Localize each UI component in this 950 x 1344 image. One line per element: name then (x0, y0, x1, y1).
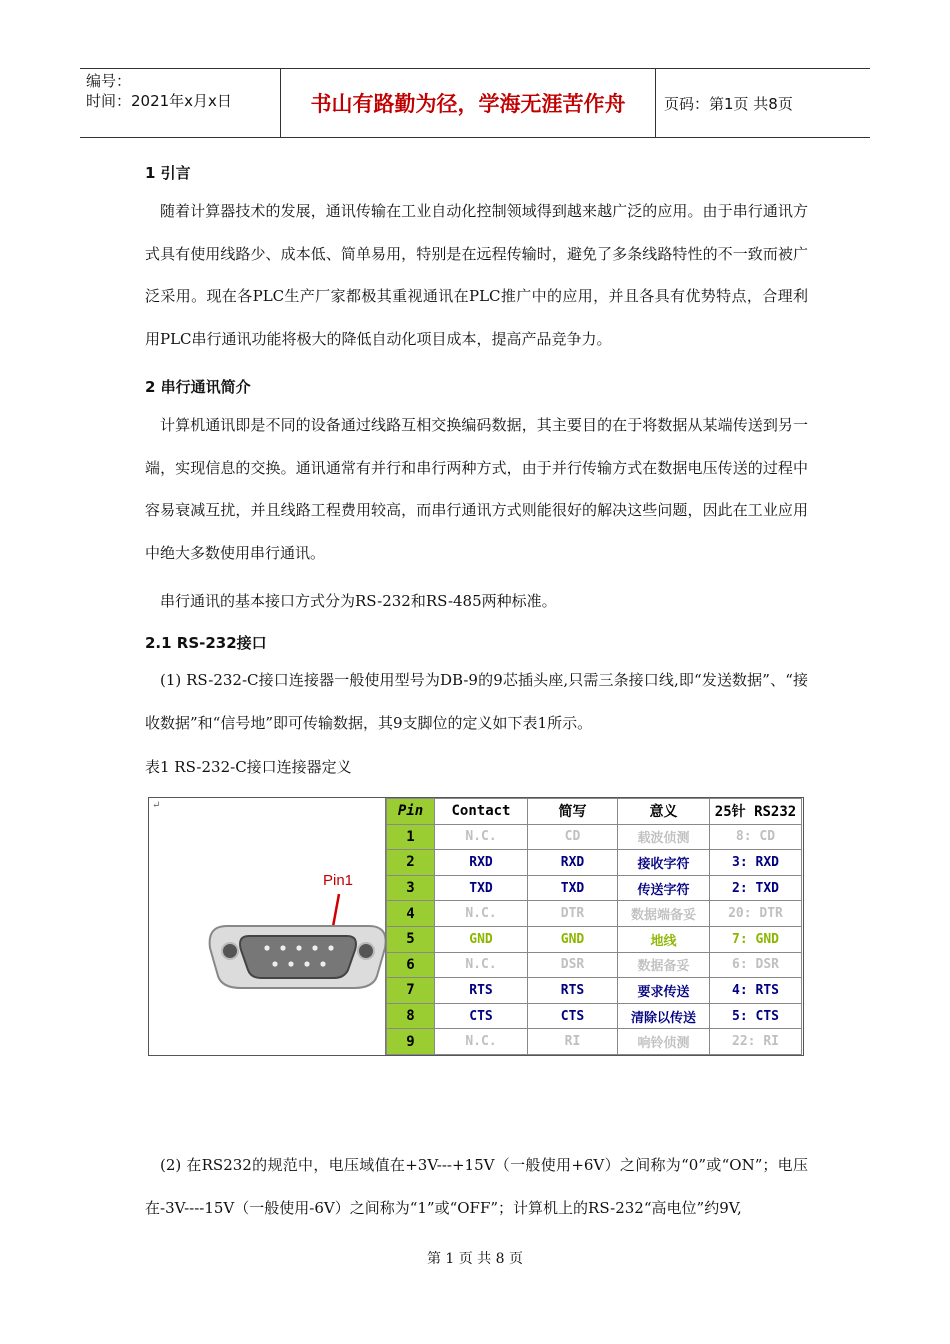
contact-cell: N.C. (435, 901, 528, 927)
abbr-cell: RI (528, 1029, 618, 1055)
abbr-cell: CTS (528, 1003, 618, 1029)
contact-cell: CTS (435, 1003, 528, 1029)
pin-cell: 7 (387, 978, 435, 1004)
contact-cell: N.C. (435, 1029, 528, 1055)
table-row (387, 952, 802, 978)
pin-definition-table (386, 798, 802, 1055)
section-2-paragraph-2: 串行通讯的基本接口方式分为RS-232和RS-485两种标准。 (160, 592, 557, 610)
contact-cell: RXD (435, 850, 528, 876)
header-db25: 25针 RS232 (710, 799, 802, 825)
contact-cell: N.C. (435, 952, 528, 978)
section-2-1-title: 2.1 RS-232接口 (145, 634, 267, 652)
pin-cell: 3 (387, 875, 435, 901)
pin-cell: 2 (387, 850, 435, 876)
header-abbr: 简写 (528, 799, 618, 825)
header-meaning: 意义 (618, 799, 710, 825)
table-row (387, 978, 802, 1004)
header-contact: Contact (435, 799, 528, 825)
pin-cell: 6 (387, 952, 435, 978)
meaning-cell: 载波侦测 (618, 824, 710, 850)
page-footer: 第 1 页 共 8 页 (426, 1251, 524, 1267)
table-row (387, 824, 802, 850)
abbr-cell: GND (528, 926, 618, 952)
db9-connector-icon (149, 798, 385, 1055)
pin-cell: 1 (387, 824, 435, 850)
header-pin: Pin (387, 799, 435, 825)
meaning-cell: 地线 (618, 926, 710, 952)
meaning-cell: 传送字符 (618, 875, 710, 901)
section-2-paragraph-1: 计算机通讯即是不同的设备通过线路互相交换编码数据，其主要目的在于将数据从某端传送到另一端，实现信息的交换。通讯通常有并行和串行两种方式，由于并行传输方式在数据电压传送的过程中容易衰减互扰，并且线路工程费用较高，而串行通讯方式则能很好的解决这些问题，因此在工业应用中绝大多数使用串行通讯。 (145, 416, 808, 562)
rs232-pin-figure (148, 797, 804, 1056)
db25-cell: 22: RI (710, 1029, 802, 1055)
section-2-1-paragraph-2: (2) 在RS232的规范中，电压域值在+3V---+15V（一般使用+6V）之间称为“0”或“ON”；电压在-3V----15V（一般使用-6V）之间称为“1”或“OFF”；计算机上的RS-232“高电位”约9V, (145, 1156, 808, 1217)
db25-cell: 8: CD (710, 824, 802, 850)
pin-cell: 8 (387, 1003, 435, 1029)
paragraph-mark-icon: ↵ (152, 800, 161, 811)
meaning-cell: 接收字符 (618, 850, 710, 876)
meaning-cell: 清除以传送 (618, 1003, 710, 1029)
meaning-cell: 要求传送 (618, 978, 710, 1004)
contact-cell: TXD (435, 875, 528, 901)
abbr-cell: CD (528, 824, 618, 850)
table-header-row (387, 799, 802, 825)
db25-cell: 7: GND (710, 926, 802, 952)
abbr-cell: RTS (528, 978, 618, 1004)
header-meta (80, 69, 280, 137)
abbr-cell: RXD (528, 850, 618, 876)
abbr-cell: DTR (528, 901, 618, 927)
contact-cell: RTS (435, 978, 528, 1004)
pin1-label: Pin1 (323, 872, 354, 889)
section-1-title: 1 引言 (145, 164, 191, 182)
number-label: 编号： (86, 72, 132, 90)
pin-cell: 9 (387, 1029, 435, 1055)
contact-cell: GND (435, 926, 528, 952)
table-row (387, 901, 802, 927)
table-row (387, 1029, 802, 1055)
section-2-1-paragraph-1: (1) RS-232-C接口连接器一般使用型号为DB-9的9芯插头座,只需三条接口线,即“发送数据”、“接收数据”和“信号地”即可传输数据，其9支脚位的定义如下表1所示。 (145, 671, 808, 732)
db25-cell: 6: DSR (710, 952, 802, 978)
motto: 书山有路勤为径，学海无涯苦作舟 (280, 69, 656, 137)
abbr-cell: DSR (528, 952, 618, 978)
meaning-cell: 数据端备妥 (618, 901, 710, 927)
section-2-title: 2 串行通讯简介 (145, 378, 251, 396)
table-row (387, 850, 802, 876)
table-row (387, 875, 802, 901)
connector-image (149, 798, 386, 1055)
page-header (80, 68, 870, 138)
db25-cell: 2: TXD (710, 875, 802, 901)
db25-cell: 20: DTR (710, 901, 802, 927)
table-row (387, 1003, 802, 1029)
db25-cell: 5: CTS (710, 1003, 802, 1029)
abbr-cell: TXD (528, 875, 618, 901)
section-1-paragraph: 随着计算器技术的发展，通讯传输在工业自动化控制领域得到越来越广泛的应用。由于串行通讯方式具有使用线路少、成本低、简单易用，特别是在远程传输时，避免了多条线路特性的不一致而被广泛采用。现在各PLC生产厂家都极其重视通讯在PLC推广中的应用，并且各具有优势特点，合理利用PLC串行通讯功能将极大的降低自动化项目成本，提高产品竞争力。 (145, 202, 808, 348)
page-info: 页码：第1页 共8页 (664, 94, 793, 113)
contact-cell: N.C. (435, 824, 528, 850)
db25-cell: 3: RXD (710, 850, 802, 876)
table-caption: 表1 RS-232-C接口连接器定义 (145, 758, 352, 776)
table-row (387, 926, 802, 952)
meaning-cell: 数据备妥 (618, 952, 710, 978)
time-label: 时间：2021年x月x日 (86, 92, 232, 110)
meaning-cell: 响铃侦测 (618, 1029, 710, 1055)
pin-cell: 5 (387, 926, 435, 952)
db25-cell: 4: RTS (710, 978, 802, 1004)
pin-cell: 4 (387, 901, 435, 927)
